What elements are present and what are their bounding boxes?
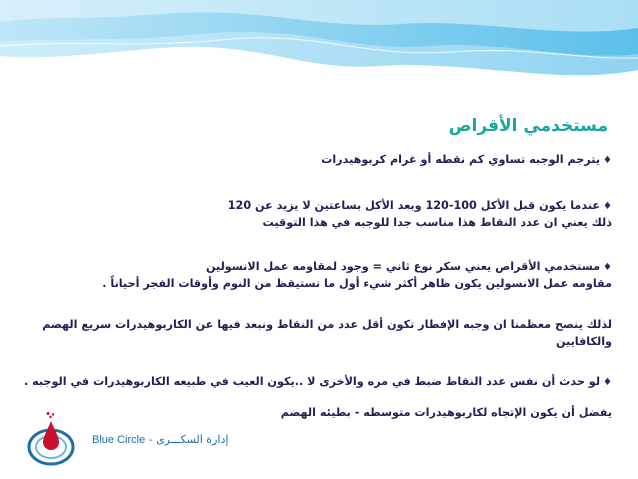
diamond-bullet-icon: ♦ — [603, 201, 612, 212]
body-line-3 — [262, 216, 612, 229]
body-line-5 — [102, 277, 612, 290]
logo-brand-en: Blue Circle — [92, 434, 146, 446]
logo-brand-ar: إدارة السكـــرى — [156, 433, 229, 446]
line-text: عندما يكون قبل الأكل 100-120 وبعد الأكل بساعتين لا يزيد عن 120 — [227, 199, 601, 212]
line-text: يفضل أن يكون الإتجاه لكاربوهيدرات متوسطه - بطيئه الهضم — [280, 406, 612, 419]
diamond-bullet-icon: ♦ — [603, 377, 612, 388]
body-line-1 — [321, 153, 612, 166]
diamond-bullet-icon: ♦ — [603, 262, 612, 273]
body-line-8 — [24, 375, 612, 388]
slide-title: مستخدمي الأقراص — [448, 116, 608, 136]
line-text: مستخدمي الأقراص يعني سكر نوع ثاني = وجود لمقاومه عمل الانسولين — [205, 260, 601, 273]
line-text: لذلك ينصح معظمنا ان وجبه الإفطار تكون أقل عدد من النقاط ونبعد فيها عن الكاربوهيدرات سريع الهضم — [42, 318, 612, 331]
body-line-6 — [42, 318, 612, 331]
logo-separator: - — [148, 433, 153, 446]
line-text: يترجم الوجبه تساوي كم نقطه أو غرام كربوهيدرات — [321, 153, 601, 166]
line-text: مقاومه عمل الانسولين يكون ظاهر أكثر شيء أول ما نستيقظ من النوم وأوقات الفجر أحياناً . — [102, 277, 612, 290]
body-line-4 — [206, 260, 612, 273]
blue-circle-drop-icon — [26, 411, 76, 467]
line-text: ذلك يعني ان عدد النقاط هذا مناسب جدا للوجبه في هذا التوقيت — [262, 216, 612, 229]
diamond-bullet-icon: ♦ — [603, 155, 612, 166]
body-line-2 — [228, 199, 612, 212]
line-text: والكافايين — [555, 335, 612, 348]
line-text: لو حدث أن نفس عدد النقاط ضبط في مره والأخرى لا ..يكون العيب في طبيعه الكاربوهيدرات في الوجبه . — [23, 375, 601, 388]
body-line-7 — [556, 335, 612, 348]
decorative-header-band — [0, 0, 638, 96]
header-wave-graphic — [0, 0, 638, 96]
logo-text — [92, 433, 228, 446]
blue-circle-logo — [20, 411, 229, 471]
body-line-9 — [281, 406, 612, 419]
